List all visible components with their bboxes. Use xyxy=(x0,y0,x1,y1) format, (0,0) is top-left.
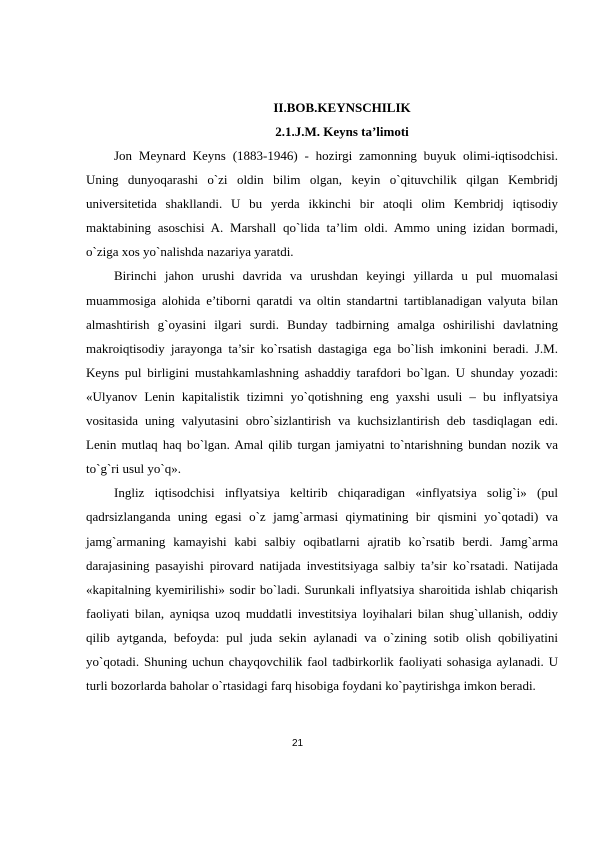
document-page xyxy=(86,96,558,698)
chapter-title: II.BOB.KEYNSCHILIK xyxy=(273,100,411,115)
section-title: 2.1.J.M. Keyns ta’limoti xyxy=(275,124,409,139)
body-paragraph: Jon Meynard Keyns (1883-1946) - hozirgi zamonning buyuk olimi-iqtisodchisi. Uning dunyoqarashi o`zi oldin bilim olgan, keyin o`qituvchilik qilgan Kembridj universitetida shakllandi. U bu yerda ikkinchi bir atoqli olim Kembridj iqtisodiy maktabining asoschisi A. Marshall qo`lida ta’lim oldi. Ammo uning izidan bormadi, o`ziga xos yo`nalishda nazariya yaratdi. xyxy=(86,148,558,260)
body-paragraph: Birinchi jahon urushi davrida va urushdan keyingi yillarda u pul muomalasi muammosiga alohida e’tiborni qaratdi va oltin standartni tartiblanadigan valyuta bilan almashtirish g`oyasini ilgari surdi. Bunday tadbirning amalga oshirilishi davlatning makroiqtisodiy jarayonga ta’sir ko`rsatish dastagiga ega bo`lish imkonini beradi. J.M. Keyns pul birligini mustahkamlashning ashaddiy tarafdori bo`lgan. U shunday yozadi: «Ulyanov Lenin kapitalistik tizimni yo`qotishning eng yaxshi usuli – bu inflyatsiya vositasida uning valyutasini obro`sizlantirish va kuchsizlantirish deb tasdiqlagan edi. Lenin mutlaq haq bo`lgan. Amal qilib turgan jamiyatni to`ntarishning bundan nozik va to`g`ri usul yo`q». xyxy=(86,268,558,477)
body-paragraph: Ingliz iqtisodchisi inflyatsiya keltirib chiqaradigan «inflyatsiya solig`i» (pul qadrsizlanganda uning egasi o`z jamg`armasi qiymatining bir qismini yo`qotadi) va jamg`armaning kamayishi kabi salbiy oqibatlarni ajratib ko`rsatib berdi. Jamg`arma darajasining pasayishi pirovard natijada investitsiyaga salbiy ta’sir ko`rsatadi. Natijada «kapitalning kyemirilishi» sodir bo`ladi. Surunkali inflyatsiya sharoitida ishlab chiqarish faoliyati bilan, ayniqsa uzoq muddatli investitsiya loyihalari bilan shug`ullanish, oddiy qilib aytganda, befoyda: pul juda sekin aylanadi va o`zining sotib olish qobiliyatini yo`qotadi. Shuning uchun chayqovchilik faol tadbirkorlik faoliyati sohasiga aylanadi. U turli bozorlarda baholar o`rtasidagi farq hisobiga foydani ko`paytirishga imkon beradi. xyxy=(86,485,558,694)
page-number: 21 xyxy=(291,738,304,749)
